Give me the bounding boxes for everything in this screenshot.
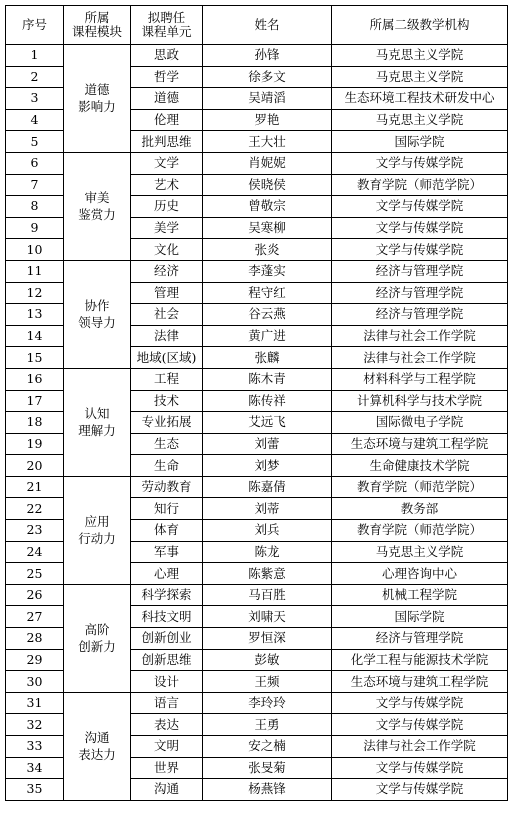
header-module-line2: 课程模块 (71, 24, 122, 39)
row-serial: 24 (6, 541, 64, 563)
course-module (64, 368, 131, 476)
row-name: 孙锋 (203, 45, 332, 67)
row-name: 马百胜 (203, 584, 332, 606)
row-serial: 8 (6, 196, 64, 218)
row-name: 刘蒂 (203, 498, 332, 520)
row-serial: 6 (6, 152, 64, 174)
header-name: 姓名 (203, 6, 332, 45)
table-row (6, 45, 508, 67)
row-name: 吴靖滔 (203, 88, 332, 110)
row-name: 谷云燕 (203, 304, 332, 326)
row-course-unit: 工程 (131, 368, 203, 390)
row-org: 经济与管理学院 (332, 282, 508, 304)
row-course-unit: 经济 (131, 260, 203, 282)
row-serial: 32 (6, 714, 64, 736)
row-course-unit: 道德 (131, 88, 203, 110)
row-course-unit: 社会 (131, 304, 203, 326)
row-org: 生命健康技术学院 (332, 455, 508, 477)
table-row (6, 584, 508, 606)
header-org: 所属二级教学机构 (332, 6, 508, 45)
row-org: 国际微电子学院 (332, 412, 508, 434)
row-org: 法律与社会工作学院 (332, 736, 508, 758)
header-unit-line1: 拟聘任 (147, 10, 186, 25)
row-name: 徐多文 (203, 66, 332, 88)
row-name: 李蓬实 (203, 260, 332, 282)
row-course-unit: 技术 (131, 390, 203, 412)
row-course-unit: 劳动教育 (131, 476, 203, 498)
header-serial: 序号 (6, 6, 64, 45)
row-course-unit: 生态 (131, 433, 203, 455)
header-module (64, 6, 131, 45)
row-name: 陈龙 (203, 541, 332, 563)
row-org: 国际学院 (332, 131, 508, 153)
row-org: 机械工程学院 (332, 584, 508, 606)
table-row (6, 260, 508, 282)
row-serial: 34 (6, 757, 64, 779)
course-module-line2: 创新力 (78, 639, 116, 655)
row-serial: 9 (6, 217, 64, 239)
row-course-unit: 创新思维 (131, 649, 203, 671)
row-course-unit: 文化 (131, 239, 203, 261)
row-serial: 11 (6, 260, 64, 282)
row-course-unit: 体育 (131, 520, 203, 542)
row-name: 曾敬宗 (203, 196, 332, 218)
row-serial: 26 (6, 584, 64, 606)
row-course-unit: 语言 (131, 692, 203, 714)
row-course-unit: 表达 (131, 714, 203, 736)
row-name: 王频 (203, 671, 332, 693)
row-serial: 10 (6, 239, 64, 261)
table-body (6, 45, 508, 801)
row-org: 文学与传媒学院 (332, 779, 508, 801)
course-module-line2: 行动力 (78, 531, 116, 547)
row-course-unit: 历史 (131, 196, 203, 218)
table-row (6, 476, 508, 498)
row-name: 罗恒深 (203, 628, 332, 650)
row-name: 刘梦 (203, 455, 332, 477)
header-module-line1: 所属 (84, 10, 110, 25)
row-name: 程守红 (203, 282, 332, 304)
row-name: 黄广进 (203, 325, 332, 347)
row-name: 李玲玲 (203, 692, 332, 714)
row-org: 文学与传媒学院 (332, 692, 508, 714)
row-org: 文学与传媒学院 (332, 714, 508, 736)
row-course-unit: 哲学 (131, 66, 203, 88)
table-row (6, 368, 508, 390)
row-serial: 2 (6, 66, 64, 88)
row-serial: 19 (6, 433, 64, 455)
course-module (64, 584, 131, 692)
row-name: 王勇 (203, 714, 332, 736)
row-serial: 4 (6, 109, 64, 131)
row-name: 陈紫意 (203, 563, 332, 585)
course-module-line2: 影响力 (78, 99, 116, 115)
row-serial: 25 (6, 563, 64, 585)
row-org: 经济与管理学院 (332, 628, 508, 650)
header-row (6, 6, 508, 45)
course-module-line2: 表达力 (78, 747, 116, 763)
row-name: 陈嘉倩 (203, 476, 332, 498)
row-course-unit: 科技文明 (131, 606, 203, 628)
row-org: 国际学院 (332, 606, 508, 628)
row-serial: 5 (6, 131, 64, 153)
row-serial: 27 (6, 606, 64, 628)
row-org: 生态环境与建筑工程学院 (332, 433, 508, 455)
row-serial: 17 (6, 390, 64, 412)
row-course-unit: 法律 (131, 325, 203, 347)
row-org: 生态环境与建筑工程学院 (332, 671, 508, 693)
row-org: 法律与社会工作学院 (332, 347, 508, 369)
table-row (6, 692, 508, 714)
row-serial: 20 (6, 455, 64, 477)
row-serial: 1 (6, 45, 64, 67)
row-serial: 28 (6, 628, 64, 650)
course-module-line2: 理解力 (78, 423, 116, 439)
row-org: 马克思主义学院 (332, 109, 508, 131)
row-course-unit: 地域(区域) (131, 347, 203, 369)
row-org: 马克思主义学院 (332, 45, 508, 67)
row-serial: 18 (6, 412, 64, 434)
row-name: 艾远飞 (203, 412, 332, 434)
row-serial: 31 (6, 692, 64, 714)
row-serial: 30 (6, 671, 64, 693)
row-org: 经济与管理学院 (332, 304, 508, 326)
row-name: 张旻菊 (203, 757, 332, 779)
row-name: 张麟 (203, 347, 332, 369)
row-name: 彭敏 (203, 649, 332, 671)
course-module-line1: 审美 (84, 190, 110, 206)
row-name: 安之楠 (203, 736, 332, 758)
row-name: 张炎 (203, 239, 332, 261)
row-name: 刘蕾 (203, 433, 332, 455)
row-course-unit: 文学 (131, 152, 203, 174)
row-serial: 35 (6, 779, 64, 801)
row-course-unit: 科学探索 (131, 584, 203, 606)
row-course-unit: 生命 (131, 455, 203, 477)
row-org: 生态环境工程技术研发中心 (332, 88, 508, 110)
course-module (64, 45, 131, 153)
course-module (64, 152, 131, 260)
row-course-unit: 世界 (131, 757, 203, 779)
row-course-unit: 设计 (131, 671, 203, 693)
row-course-unit: 专业拓展 (131, 412, 203, 434)
row-serial: 23 (6, 520, 64, 542)
row-org: 心理咨询中心 (332, 563, 508, 585)
row-name: 王大壮 (203, 131, 332, 153)
row-org: 计算机科学与技术学院 (332, 390, 508, 412)
row-serial: 33 (6, 736, 64, 758)
course-module-line1: 应用 (84, 514, 110, 530)
table-row (6, 152, 508, 174)
row-course-unit: 军事 (131, 541, 203, 563)
row-name: 吴寒柳 (203, 217, 332, 239)
row-org: 经济与管理学院 (332, 260, 508, 282)
row-name: 陈木青 (203, 368, 332, 390)
course-module (64, 476, 131, 584)
row-org: 文学与传媒学院 (332, 196, 508, 218)
course-module-line1: 协作 (84, 298, 110, 314)
row-serial: 12 (6, 282, 64, 304)
row-course-unit: 心理 (131, 563, 203, 585)
course-module (64, 260, 131, 368)
row-org: 文学与传媒学院 (332, 239, 508, 261)
row-org: 化学工程与能源技术学院 (332, 649, 508, 671)
row-course-unit: 知行 (131, 498, 203, 520)
row-org: 马克思主义学院 (332, 66, 508, 88)
course-module-line1: 沟通 (84, 730, 110, 746)
course-module-line2: 领导力 (78, 315, 116, 331)
row-course-unit: 美学 (131, 217, 203, 239)
row-course-unit: 艺术 (131, 174, 203, 196)
row-serial: 15 (6, 347, 64, 369)
row-course-unit: 批判思维 (131, 131, 203, 153)
row-org: 文学与传媒学院 (332, 757, 508, 779)
row-serial: 7 (6, 174, 64, 196)
row-org: 教育学院（师范学院） (332, 174, 508, 196)
course-module-line1: 道德 (84, 82, 110, 98)
row-course-unit: 创新创业 (131, 628, 203, 650)
row-org: 教育学院（师范学院） (332, 520, 508, 542)
row-serial: 13 (6, 304, 64, 326)
row-serial: 21 (6, 476, 64, 498)
row-name: 罗艳 (203, 109, 332, 131)
header-unit-line2: 课程单元 (141, 24, 192, 39)
row-name: 杨燕锋 (203, 779, 332, 801)
course-module-line1: 高阶 (84, 622, 110, 638)
row-org: 马克思主义学院 (332, 541, 508, 563)
row-name: 刘啸天 (203, 606, 332, 628)
course-module-line2: 鉴赏力 (78, 207, 116, 223)
row-serial: 3 (6, 88, 64, 110)
row-serial: 16 (6, 368, 64, 390)
row-name: 肖妮妮 (203, 152, 332, 174)
row-name: 刘兵 (203, 520, 332, 542)
row-serial: 29 (6, 649, 64, 671)
row-org: 法律与社会工作学院 (332, 325, 508, 347)
row-course-unit: 管理 (131, 282, 203, 304)
row-org: 教务部 (332, 498, 508, 520)
row-course-unit: 沟通 (131, 779, 203, 801)
row-org: 教育学院（师范学院） (332, 476, 508, 498)
course-module-line1: 认知 (84, 406, 110, 422)
row-org: 文学与传媒学院 (332, 152, 508, 174)
row-course-unit: 思政 (131, 45, 203, 67)
header-unit (131, 6, 203, 45)
row-course-unit: 文明 (131, 736, 203, 758)
row-course-unit: 伦理 (131, 109, 203, 131)
row-org: 文学与传媒学院 (332, 217, 508, 239)
row-serial: 22 (6, 498, 64, 520)
row-name: 陈传祥 (203, 390, 332, 412)
row-name: 侯晓侯 (203, 174, 332, 196)
row-serial: 14 (6, 325, 64, 347)
appointment-table (5, 5, 508, 801)
row-org: 材料科学与工程学院 (332, 368, 508, 390)
course-module (64, 692, 131, 800)
